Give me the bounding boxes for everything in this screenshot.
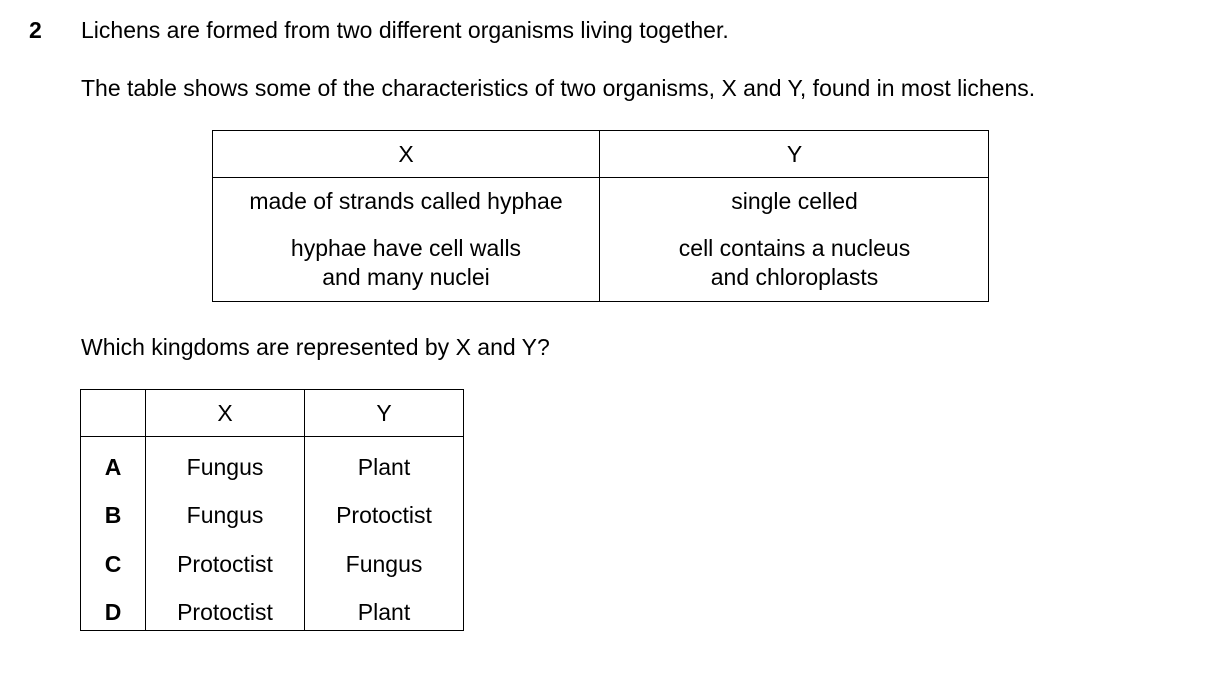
x-characteristic-1: made of strands called hyphae bbox=[249, 188, 563, 214]
option-a-y: Plant bbox=[357, 454, 411, 480]
characteristics-table bbox=[212, 130, 989, 302]
x-characteristic-2-line-1: hyphae have cell walls bbox=[290, 235, 522, 261]
x-characteristic-2 bbox=[213, 234, 599, 292]
option-b-x: Fungus bbox=[186, 502, 264, 528]
option-a-x: Fungus bbox=[186, 454, 264, 480]
option-c-y: Fungus bbox=[345, 551, 423, 577]
y-characteristic-2-line-1: cell contains a nucleus bbox=[678, 235, 911, 261]
x-characteristic-2-line-2: and many nuclei bbox=[322, 264, 490, 290]
header-x: X bbox=[398, 141, 414, 167]
option-d-x: Protoctist bbox=[177, 599, 273, 625]
options-table bbox=[80, 389, 464, 631]
y-characteristic-2 bbox=[600, 234, 989, 292]
y-characteristic-1: single celled bbox=[731, 188, 858, 214]
options-divider-horizontal bbox=[81, 436, 463, 437]
table-divider-horizontal bbox=[213, 177, 988, 178]
options-header-y: Y bbox=[376, 400, 392, 426]
option-c-x: Protoctist bbox=[177, 551, 273, 577]
question-number: 2 bbox=[29, 17, 42, 43]
option-c-letter[interactable]: C bbox=[104, 551, 122, 577]
option-d-letter[interactable]: D bbox=[104, 599, 122, 625]
option-b-letter[interactable]: B bbox=[104, 502, 122, 528]
option-b-y: Protoctist bbox=[336, 502, 432, 528]
options-header-x: X bbox=[217, 400, 233, 426]
question-prompt: Which kingdoms are represented by X and Y? bbox=[81, 334, 550, 360]
option-a-letter[interactable]: A bbox=[104, 454, 122, 480]
header-y: Y bbox=[786, 141, 803, 167]
question-description: The table shows some of the characteristics of two organisms, X and Y, found in most lichens. bbox=[81, 75, 1036, 101]
option-d-y: Plant bbox=[357, 599, 411, 625]
question-intro: Lichens are formed from two different organisms living together. bbox=[81, 17, 729, 43]
y-characteristic-2-line-2: and chloroplasts bbox=[710, 264, 879, 290]
